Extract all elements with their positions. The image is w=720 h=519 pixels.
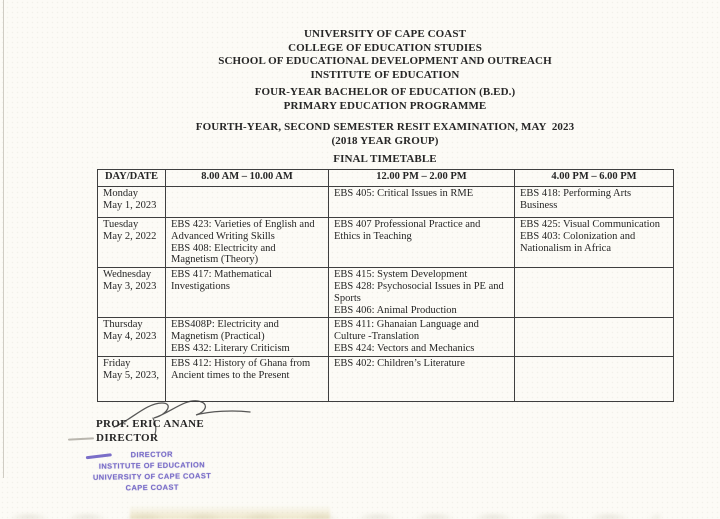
day-label: Thursday (103, 319, 143, 331)
date-label: May 1, 2023 (103, 199, 157, 211)
office-stamp (72, 448, 233, 494)
programme-line: PRIMARY EDUCATION PROGRAMME (283, 99, 487, 112)
stamp-line: INSTITUTE OF EDUCATION (98, 460, 206, 471)
institution-line: INSTITUTE OF EDUCATION (310, 68, 460, 81)
signatory-name: PROF. ERIC ANANE (96, 418, 204, 430)
scan-bottom-tint (130, 505, 330, 519)
column-header-morning-slot: 8.00 AM – 10.00 AM (166, 170, 329, 187)
stamp-text: DIRECTOR (130, 449, 173, 460)
course-entry: EBS 408: Electricity and Magnetism (Theory) (171, 242, 276, 266)
course-entry: EBS 411: Ghanaian Language and Culture -Translation (334, 319, 479, 343)
day-date-cell (98, 187, 166, 218)
day-date-cell (98, 268, 166, 318)
exam-slot-cell (515, 187, 674, 218)
date-label: May 3, 2023 (103, 280, 157, 292)
exam-slot-cell (515, 268, 674, 318)
exam-slot-cell (515, 218, 674, 268)
course-entry: EBS 432: Literary Criticism (171, 342, 290, 354)
column-header-evening-slot: 4.00 PM – 6.00 PM (515, 170, 674, 187)
timetable-row (98, 318, 674, 356)
date-label: May 4, 2023 (103, 331, 157, 343)
course-entry: EBS 407 Professional Practice and Ethics in Teaching (334, 219, 481, 242)
institution-header (97, 28, 673, 82)
institution-line: UNIVERSITY OF CAPE COAST (303, 28, 467, 40)
date-label: May 5, 2023, (103, 369, 159, 381)
timetable-header-row (98, 170, 674, 187)
timetable-row (98, 218, 674, 268)
institution-line: COLLEGE OF EDUCATION STUDIES (288, 41, 482, 54)
exam-slot-cell (329, 318, 515, 356)
exam-slot-cell (166, 218, 329, 268)
exam-slot-cell (329, 187, 515, 218)
course-entry: EBS408P: Electricity and Magnetism (Practical) (171, 319, 279, 343)
stamp-line: CAPE COAST (125, 482, 179, 493)
scan-bottom-shadow (0, 499, 660, 519)
stamp-line: UNIVERSITY OF CAPE COAST (92, 471, 212, 482)
scan-edge-line (3, 0, 4, 478)
date-label: May 2, 2022 (103, 230, 157, 242)
timetable (97, 169, 674, 402)
exam-slot-cell (329, 268, 515, 318)
timetable-body (98, 187, 674, 402)
timetable-row (98, 268, 674, 318)
course-entry: EBS 418: Performing Arts Business (520, 188, 632, 211)
column-header-day-date: DAY/DATE (98, 170, 166, 187)
course-entry: EBS 402: Children’s Literature (334, 357, 465, 369)
exam-slot-cell (515, 356, 674, 401)
day-date-cell (98, 318, 166, 356)
course-entry: EBS 415: System Development (334, 269, 468, 281)
signatory-title: DIRECTOR (96, 432, 159, 444)
exam-slot-cell (166, 268, 329, 318)
handwritten-signature (112, 395, 254, 437)
exam-header (97, 121, 673, 148)
exam-slot-cell (166, 318, 329, 356)
signature-underline-flourish (68, 437, 94, 440)
stamp-swoosh-mark (86, 453, 112, 459)
day-date-cell (98, 218, 166, 268)
exam-line: FOURTH-YEAR, SECOND SEMESTER RESIT EXAMINATION, MAY 2023 (195, 121, 575, 133)
stamp-line (72, 448, 232, 461)
exam-slot-cell (329, 356, 515, 401)
course-entry: EBS 428: Psychosocial Issues in PE and Sports (334, 280, 504, 304)
column-header-noon-slot: 12.00 PM – 2.00 PM (329, 170, 515, 187)
day-label: Friday (103, 357, 131, 369)
course-entry: EBS 424: Vectors and Mechanics (334, 342, 475, 354)
exam-slot-cell (166, 187, 329, 218)
course-entry: EBS 403: Colonization and Nationalism in Africa (520, 230, 636, 254)
institution-line: SCHOOL OF EDUCATIONAL DEVELOPMENT AND OUTREACH (218, 55, 552, 67)
programme-line: FOUR-YEAR BACHELOR OF EDUCATION (B.ED.) (254, 86, 516, 98)
course-entry: EBS 406: Animal Production (334, 304, 457, 316)
course-entry: EBS 423: Varieties of English and Advanced Writing Skills (171, 219, 315, 242)
day-label: Monday (103, 188, 138, 199)
programme-header (97, 86, 673, 113)
exam-slot-cell (329, 218, 515, 268)
timetable-row (98, 187, 674, 218)
day-label: Tuesday (103, 219, 139, 230)
course-entry: EBS 412: History of Ghana from Ancient times to the Present (171, 357, 311, 381)
course-entry: EBS 417: Mathematical Investigations (171, 269, 272, 292)
course-entry: EBS 425: Visual Communication (520, 219, 661, 230)
exam-line: (2018 YEAR GROUP) (331, 134, 439, 147)
course-entry: EBS 405: Critical Issues in RME (334, 188, 474, 199)
table-title: FINAL TIMETABLE (333, 153, 437, 165)
day-label: Wednesday (103, 269, 152, 281)
exam-slot-cell (515, 318, 674, 356)
